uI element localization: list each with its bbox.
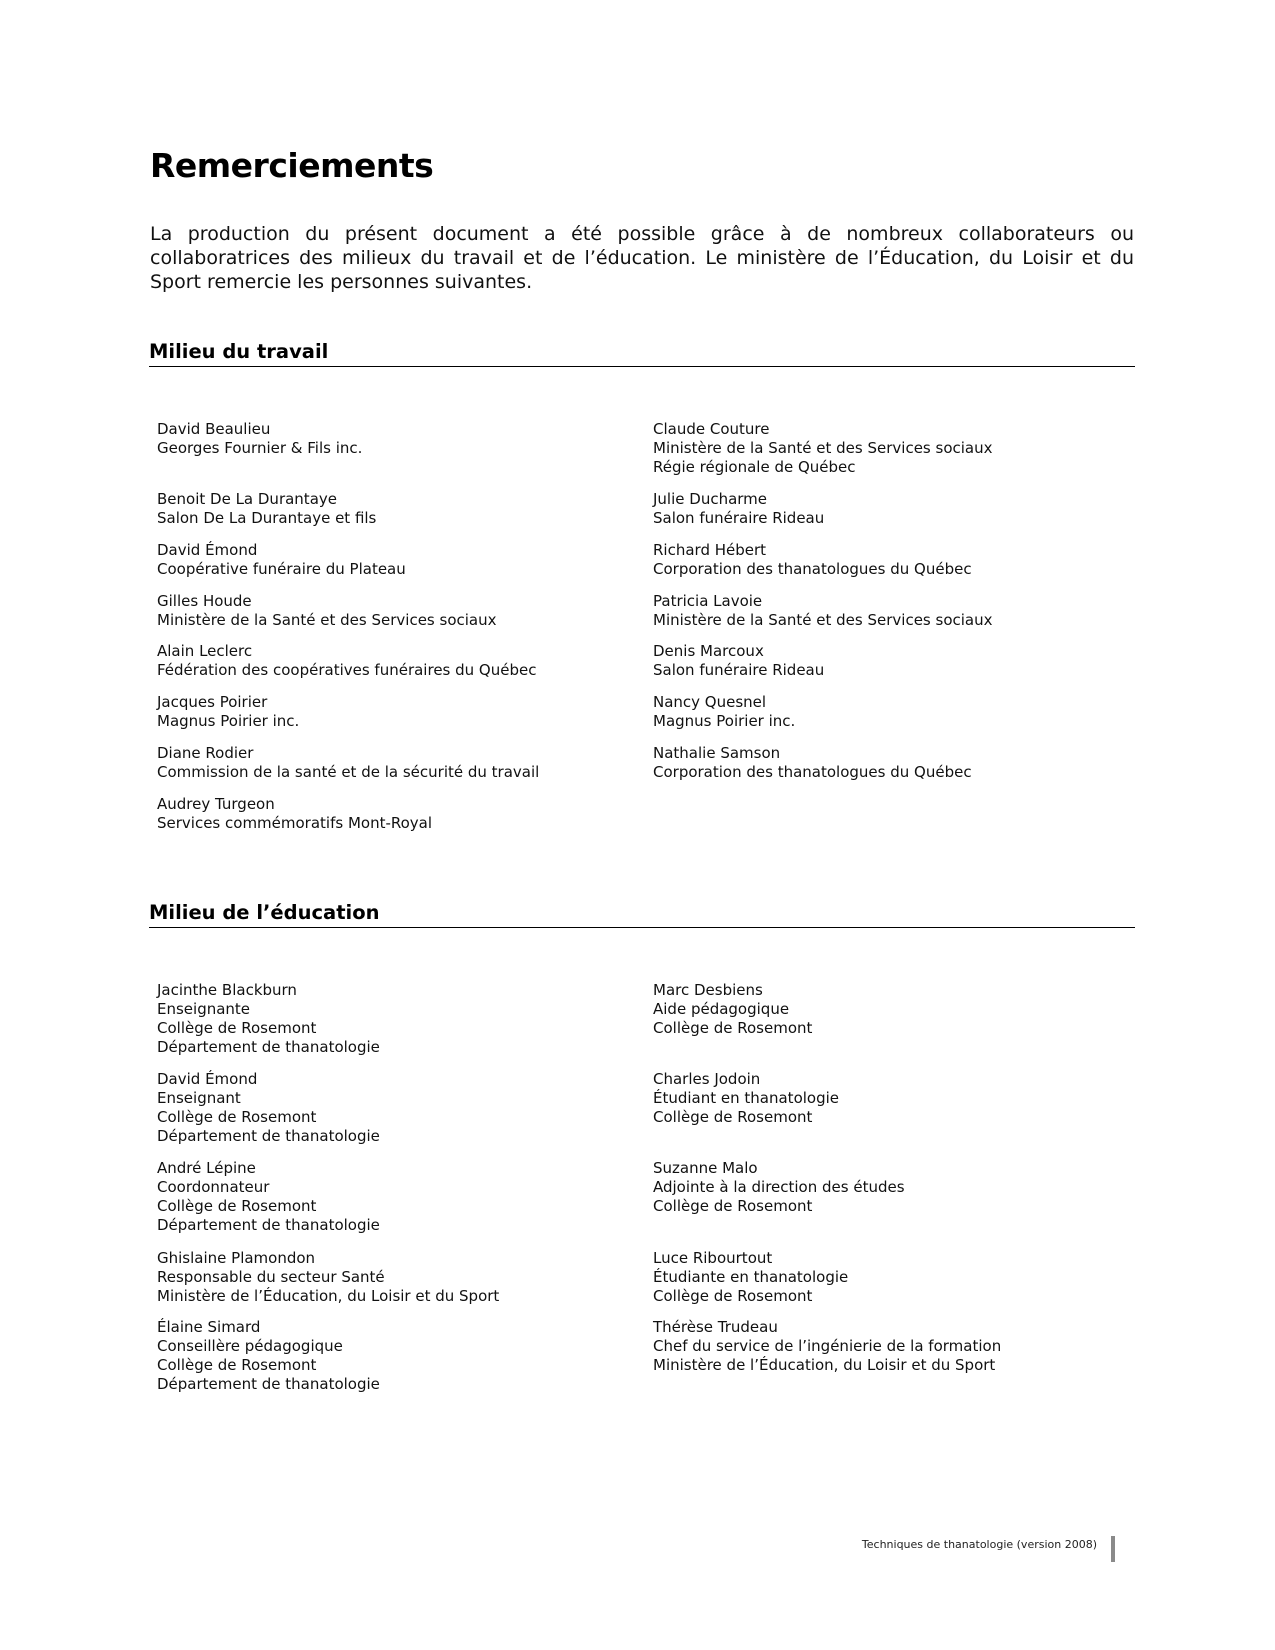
person-entry <box>653 592 993 630</box>
person-entry <box>653 693 795 731</box>
footer-bar <box>1111 1536 1115 1562</box>
person-affiliation-line: Collège de Rosemont <box>157 1108 317 1126</box>
person-entry <box>157 420 362 458</box>
person-entry <box>157 795 432 833</box>
person-affiliation-line: Coordonnateur <box>157 1178 270 1196</box>
person-name: Gilles Houde <box>157 592 252 610</box>
person-affiliation-line: Corporation des thanatologues du Québec <box>653 763 972 781</box>
section-heading-travail: Milieu du travail <box>149 340 1135 367</box>
person-name: Thérèse Trudeau <box>653 1318 778 1336</box>
person-entry <box>653 420 993 477</box>
person-entry <box>157 1318 380 1394</box>
person-name: Ghislaine Plamondon <box>157 1249 316 1267</box>
person-affiliation-line: Collège de Rosemont <box>653 1197 813 1215</box>
person-name: Nathalie Samson <box>653 744 781 762</box>
person-entry <box>653 1159 905 1216</box>
person-name: Luce Ribourtout <box>653 1249 773 1267</box>
person-affiliation-line: Magnus Poirier inc. <box>653 712 796 730</box>
person-entry <box>157 981 380 1057</box>
person-name: Richard Hébert <box>653 541 767 559</box>
person-affiliation-line: Collège de Rosemont <box>653 1108 813 1126</box>
footer-text: Techniques de thanatologie (version 2008) <box>861 1538 1097 1551</box>
person-affiliation-line: Chef du service de l’ingénierie de la formation <box>653 1337 1002 1355</box>
person-affiliation-line: Salon funéraire Rideau <box>653 661 825 679</box>
person-affiliation-line: Collège de Rosemont <box>653 1287 813 1305</box>
person-entry <box>653 490 824 528</box>
person-affiliation-line: Collège de Rosemont <box>157 1019 317 1037</box>
person-affiliation-line: Responsable du secteur Santé <box>157 1268 385 1286</box>
person-entry <box>653 744 972 782</box>
person-affiliation-line: Coopérative funéraire du Plateau <box>157 560 406 578</box>
person-entry <box>157 1070 380 1146</box>
person-affiliation-line: Enseignante <box>157 1000 251 1018</box>
person-affiliation-line: Aide pédagogique <box>653 1000 790 1018</box>
person-entry <box>653 1249 848 1306</box>
person-name: Denis Marcoux <box>653 642 764 660</box>
person-name: Jacques Poirier <box>157 693 268 711</box>
person-entry <box>157 541 406 579</box>
person-name: Marc Desbiens <box>653 981 763 999</box>
person-affiliation-line: Ministère de la Santé et des Services sociaux <box>653 611 993 629</box>
person-affiliation-line: Adjointe à la direction des études <box>653 1178 905 1196</box>
person-name: David Émond <box>157 1070 258 1088</box>
person-name: Julie Ducharme <box>653 490 768 508</box>
person-entry <box>157 1249 499 1306</box>
person-name: Claude Couture <box>653 420 770 438</box>
person-affiliation-line: Régie régionale de Québec <box>653 458 856 476</box>
person-entry <box>653 1070 839 1127</box>
person-affiliation-line: Étudiante en thanatologie <box>653 1268 849 1286</box>
person-name: Jacinthe Blackburn <box>157 981 297 999</box>
person-affiliation-line: Commission de la santé et de la sécurité du travail <box>157 763 540 781</box>
person-affiliation-line: Fédération des coopératives funéraires du Québec <box>157 661 537 679</box>
person-name: Benoit De La Durantaye <box>157 490 337 508</box>
person-name: Patricia Lavoie <box>653 592 763 610</box>
section-heading-education: Milieu de l’éducation <box>149 901 1135 928</box>
person-affiliation-line: Enseignant <box>157 1089 241 1107</box>
person-affiliation-line: Département de thanatologie <box>157 1127 380 1145</box>
person-entry <box>157 490 376 528</box>
person-affiliation-line: Conseillère pédagogique <box>157 1337 343 1355</box>
person-affiliation-line: Département de thanatologie <box>157 1216 380 1234</box>
person-affiliation-line: Département de thanatologie <box>157 1375 380 1393</box>
person-entry <box>157 693 299 731</box>
page-title: Remerciements <box>150 146 434 185</box>
person-entry <box>653 1318 1001 1375</box>
person-affiliation-line: Services commémoratifs Mont-Royal <box>157 814 433 832</box>
person-name: Alain Leclerc <box>157 642 253 660</box>
person-name: André Lépine <box>157 1159 256 1177</box>
person-affiliation-line: Collège de Rosemont <box>653 1019 813 1037</box>
person-name: Audrey Turgeon <box>157 795 275 813</box>
person-name: Charles Jodoin <box>653 1070 761 1088</box>
person-name: Diane Rodier <box>157 744 254 762</box>
person-name: David Émond <box>157 541 258 559</box>
person-affiliation-line: Département de thanatologie <box>157 1038 380 1056</box>
person-name: Élaine Simard <box>157 1318 261 1336</box>
person-affiliation-line: Ministère de la Santé et des Services sociaux <box>653 439 993 457</box>
person-affiliation-line: Salon funéraire Rideau <box>653 509 825 527</box>
person-entry <box>157 744 539 782</box>
person-name: Nancy Quesnel <box>653 693 767 711</box>
person-affiliation-line: Ministère de l’Éducation, du Loisir et du Sport <box>653 1356 996 1374</box>
person-affiliation-line: Salon De La Durantaye et fils <box>157 509 377 527</box>
person-name: David Beaulieu <box>157 420 271 438</box>
person-entry <box>653 981 812 1038</box>
person-affiliation-line: Collège de Rosemont <box>157 1197 317 1215</box>
person-entry <box>157 592 497 630</box>
intro-paragraph: La production du présent document a été possible grâce à de nombreux collaborateurs ou collaboratrices des milieux du travail et de l’éducation. Le ministère de l’Éducation, du Loisir et du Sport remercie les personnes suivantes. <box>150 223 1134 293</box>
person-entry <box>653 642 824 680</box>
person-affiliation-line: Corporation des thanatologues du Québec <box>653 560 972 578</box>
person-affiliation-line: Ministère de l’Éducation, du Loisir et du Sport <box>157 1287 500 1305</box>
person-name: Suzanne Malo <box>653 1159 758 1177</box>
person-affiliation-line: Collège de Rosemont <box>157 1356 317 1374</box>
person-entry <box>157 642 536 680</box>
person-affiliation-line: Étudiant en thanatologie <box>653 1089 840 1107</box>
person-affiliation-line: Ministère de la Santé et des Services sociaux <box>157 611 497 629</box>
person-entry <box>157 1159 380 1235</box>
person-affiliation-line: Magnus Poirier inc. <box>157 712 300 730</box>
person-entry <box>653 541 972 579</box>
person-affiliation-line: Georges Fournier & Fils inc. <box>157 439 363 457</box>
